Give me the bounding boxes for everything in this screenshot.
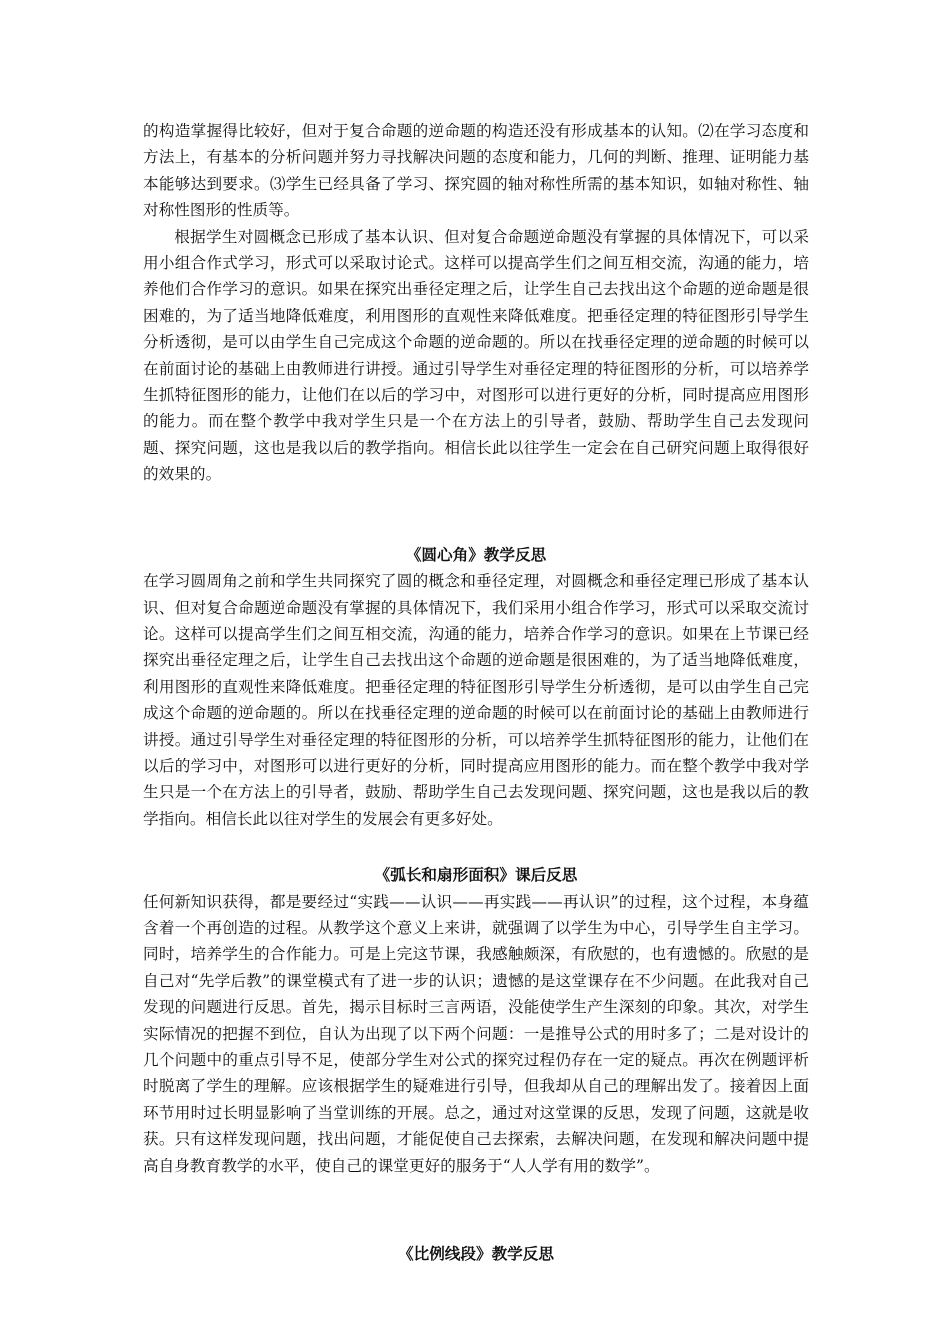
spacer	[143, 832, 809, 862]
section-title-bilixianduan: 《比例线段》教学反思	[398, 1244, 554, 1264]
spacer	[143, 1179, 809, 1241]
paragraph-continued: 的构造掌握得比较好，但对于复合命题的逆命题的构造还没有形成基本的认知。⑵在学习态度和方法上，有基本的分析问题并努力寻找解决问题的态度和能力，几何的判断、推理、证明能力基本能够达到要求。⑶学生已经具备了学习、探究圆的轴对称性所需的基本知识，如轴对称性、轴对称性图形的性质等。	[143, 122, 809, 220]
section-title-yuanxinjiao: 《圆心角》教学反思	[405, 544, 547, 564]
section-body-yuanxinjiao: 在学习圆周角之前和学生共同探究了圆的概念和垂径定理，对圆概念和垂径定理已形成了基本认识、但对复合命题逆命题没有掌握的具体情况下，我们采用小组合作学习，形式可以采取交流讨论。这样可以提高学生们之间互相交流，沟通的能力，培养合作学习的意识。如果在上节课已经探究出垂径定理之后，让学生自己去找出这个命题的逆命题是很困难的，为了适当地降低难度，利用图形的直观性来降低难度。把垂径定理的特征图形引导学生分析透彻，是可以由学生自己完成这个命题的逆命题的。所以在找垂径定理的逆命题的时候可以在前面讨论的基础上由教师进行讲授。通过引导学生对垂径定理的特征图形的分析，可以培养学生抓特征图形的能力，让他们在以后的学习中，对图形可以进行更好的分析，同时提高应用图形的能力。而在整个教学中我对学生只是一个在方法上的引导者，鼓励、帮助学生自己去发现问题、探究问题，这也是我以后的教学指向。相信长此以往对学生的发展会有更多好处。	[143, 572, 809, 828]
spacer	[143, 488, 809, 542]
paragraph-chuijing-reflection: 根据学生对圆概念已形成了基本认识、但对复合命题逆命题没有掌握的具体情况下，可以采用小组合作式学习，形式可以采取讨论式。这样可以提高学生们之间互相交流，沟通的能力，培养他们合作学习的意识。如果在探究出垂径定理之后，让学生自己去找出这个命题的逆命题是很困难的，为了适当地降低难度，利用图形的直观性来降低难度。把垂径定理的特征图形引导学生分析透彻，是可以由学生自己完成这个命题的逆命题的。所以在找垂径定理的逆命题的时候可以在前面讨论的基础上由教师进行讲授。通过引导学生对垂径定理的特征图形的分析，可以培养学生抓特征图形的能力，让他们在以后的学习中，对图形可以进行更好的分析，同时提高应用图形的能力。而在整个教学中我对学生只是一个在方法上的引导者，鼓励、帮助学生自己去发现问题、探究问题，这也是我以后的教学指向。相信长此以往学生一定会在自己研究问题上取得很好的效果的。	[143, 227, 809, 484]
section-title-huchang: 《弧长和扇形面积》课后反思	[374, 865, 578, 885]
document-page	[143, 118, 809, 1267]
section-body-huchang: 任何新知识获得，都是要经过“实践——认识——再实践——再认识”的过程，这个过程，本身蕴含着一个再创造的过程。从教学这个意义上来讲，就强调了以学生为中心，引导学生自主学习。同时，培养学生的合作能力。可是上完这节课，我感触颇深，有欣慰的，也有遗憾的。欣慰的是自己对“先学后教”的课堂模式有了进一步的认识；遗憾的是这堂课存在不少问题。在此我对自己发现的问题进行反思。首先，揭示目标时三言两语，没能使学生产生深刻的印象。其次，对学生实际情况的把握不到位，自认为出现了以下两个问题：一是推导公式的用时多了；二是对设计的几个问题中的重点引导不足，使部分学生对公式的探究过程仍存在一定的疑点。再次在例题评析时脱离了学生的理解。应该根据学生的疑难进行引导，但我却从自己的理解出发了。接着因上面环节用时过长明显影响了当堂训练的开展。总之，通过对这堂课的反思，发现了问题，这就是收获。只有这样发现问题，找出问题，才能促使自己去探索，去解决问题，在发现和解决问题中提高自身教育教学的水平，使自己的课堂更好的服务于“人人学有用的数学”。	[143, 892, 809, 1175]
